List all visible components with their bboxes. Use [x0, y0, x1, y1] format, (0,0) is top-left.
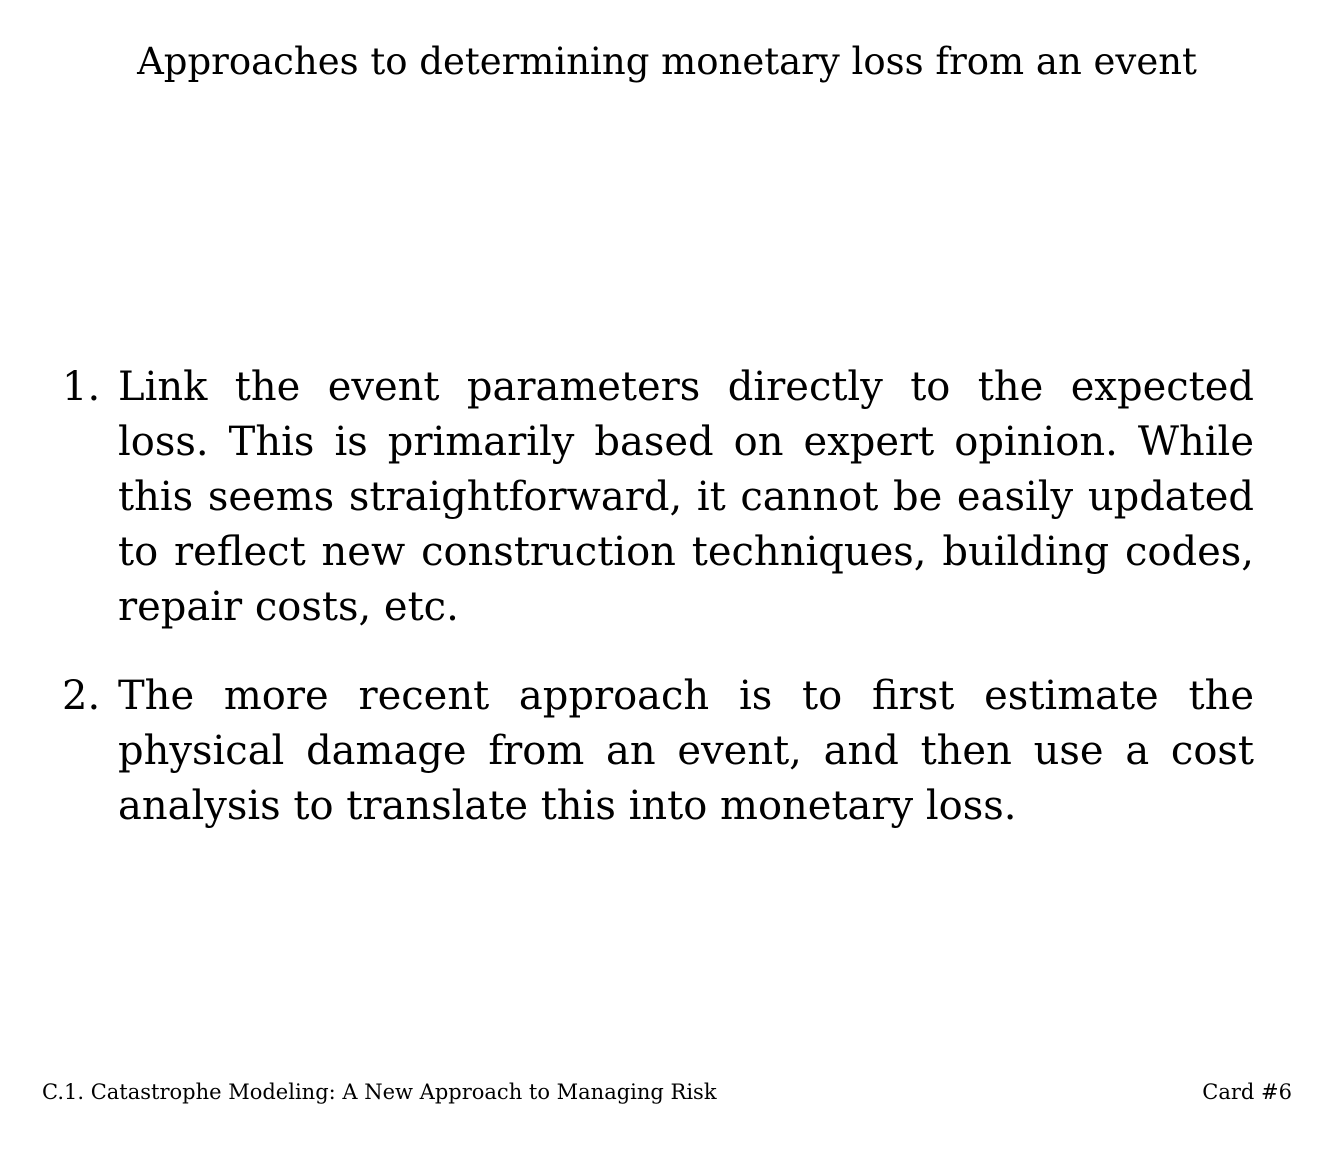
approaches-list [54, 360, 1254, 868]
list-item-number: 2. [62, 673, 101, 719]
list-item-number: 1. [62, 364, 101, 410]
list-item [54, 360, 1254, 635]
card-number: Card #6 [1202, 1080, 1292, 1104]
card-footer [42, 1078, 1292, 1106]
list-item [54, 669, 1254, 834]
card-title: Approaches to determining monetary loss from an event [137, 40, 1197, 83]
list-item-text: The more recent approach is to first estimate the physical damage from an event, and then use a cost analysis to translate this into monetary loss. [118, 673, 1254, 829]
list-item-text: Link the event parameters directly to the expected loss. This is primarily based on expert opinion. While this seems straightforward, it cannot be easily updated to reflect new construction techniques, building codes, repair costs, etc. [118, 364, 1254, 630]
footer-source: C.1. Catastrophe Modeling: A New Approach to Managing Risk [42, 1080, 717, 1104]
